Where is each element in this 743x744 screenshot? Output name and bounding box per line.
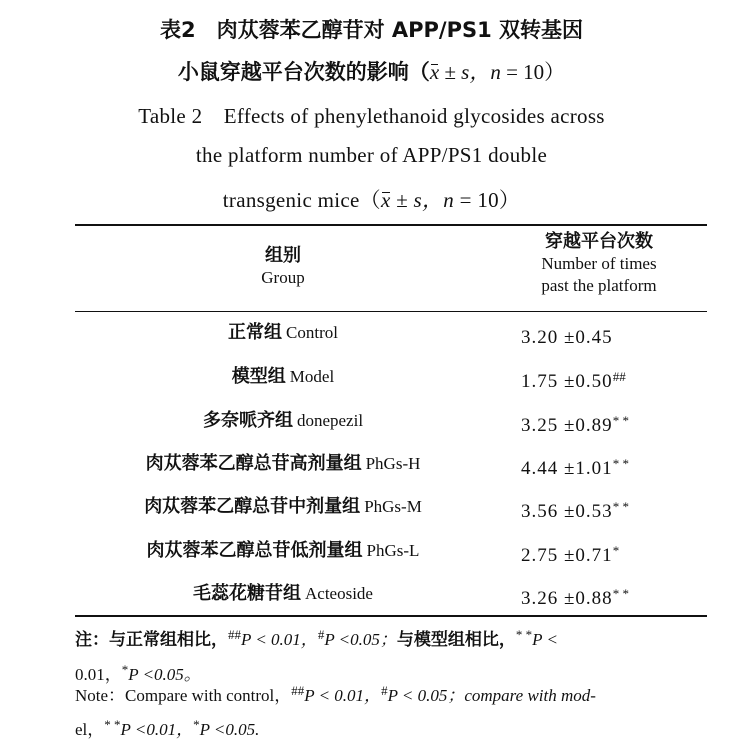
significance-mark: * * — [612, 586, 629, 601]
note-en-line2-lead: el， — [75, 720, 105, 739]
table-top-rule — [75, 224, 707, 226]
table-title-cn-line2 — [0, 56, 743, 86]
header-value-en1: Number of times — [541, 254, 657, 274]
table-title-cn-line1: 表2 肉苁蓉苯乙醇苷对 APP/PS1 双转基因 — [159, 18, 584, 42]
value-cell — [521, 444, 629, 489]
group-cell — [75, 401, 491, 442]
table-row — [75, 313, 707, 353]
title-en-xbar: x — [380, 188, 391, 212]
table-title-en-line2: the platform number of APP/PS1 double — [195, 143, 548, 167]
value: 3.26 ±0.88 — [521, 588, 613, 609]
table-bottom-rule — [75, 615, 707, 617]
title-en-line3-prefix: transgenic mice（ — [222, 188, 381, 212]
header-group — [75, 244, 491, 289]
significance-mark: * * — [612, 456, 629, 471]
note-en-s4: * — [193, 717, 200, 732]
value-cell — [521, 531, 619, 576]
group-zh: 毛蕊花糖苷组 — [193, 583, 301, 604]
group-cell — [75, 444, 491, 485]
value: 1.75 ±0.50 — [521, 371, 613, 392]
group-en: Model — [289, 367, 335, 386]
significance-mark: ## — [612, 369, 626, 384]
value-cell — [521, 574, 629, 619]
note-en — [75, 676, 707, 744]
group-cell — [75, 357, 491, 398]
group-en: PhGs-M — [364, 497, 422, 516]
value: 3.56 ±0.53 — [521, 501, 613, 522]
group-en: donepezil — [296, 411, 364, 430]
note-cn-p1: P < 0.01， — [241, 630, 318, 649]
table-row — [75, 574, 707, 614]
title-cn-xbar: x — [429, 60, 440, 84]
note-en-s2: # — [381, 683, 388, 698]
header-group-en: Group — [261, 268, 305, 288]
group-zh: 肉苁蓉苯乙醇总苷低剂量组 — [146, 540, 363, 561]
title-en-n: n — [443, 188, 455, 212]
group-en: Control — [286, 323, 338, 342]
note-en-line1-lead: Note：Compare with control， — [75, 686, 292, 705]
table-title-en-line3 — [0, 184, 743, 214]
header-group-zh: 组别 — [265, 245, 301, 266]
significance-mark: * * — [612, 413, 629, 428]
significance-mark: * * — [612, 499, 629, 514]
group-zh: 肉苁蓉苯乙醇总苷中剂量组 — [144, 496, 361, 517]
header-value — [491, 230, 707, 298]
group-cell — [75, 574, 491, 615]
group-cell — [75, 313, 491, 354]
group-zh: 肉苁蓉苯乙醇总苷高剂量组 — [145, 453, 362, 474]
group-en: Acteoside — [305, 584, 373, 603]
table-title-en-line1: Table 2 Effects of phenylethanoid glycosides across — [138, 104, 605, 128]
note-cn-mid: 与模型组相比， — [396, 630, 516, 650]
note-cn-s4: * — [121, 662, 129, 677]
note-cn-p4: P <0.05。 — [128, 665, 201, 684]
value-cell — [521, 313, 613, 358]
value: 3.20 ±0.45 — [521, 327, 613, 348]
note-cn-s1: ## — [228, 627, 241, 642]
title-cn-line2-prefix: 小鼠穿越平台次数的影响（ — [177, 60, 430, 84]
group-zh: 正常组 — [228, 322, 283, 343]
note-cn-s2: # — [317, 627, 325, 642]
table-row — [75, 444, 707, 484]
table-header-rule — [75, 311, 707, 312]
note-en-p3: P <0.01， — [120, 720, 194, 739]
note-en-p2: P < 0.05；compare with mod- — [387, 686, 596, 705]
note-cn-lead: 注：与正常组相比， — [75, 630, 228, 650]
title-cn-suffix: = 10） — [500, 60, 566, 84]
table-row — [75, 531, 707, 571]
group-en: PhGs-L — [366, 541, 420, 560]
note-cn-p2: P <0.05； — [324, 630, 397, 649]
note-en-p1: P < 0.01， — [304, 686, 382, 705]
note-cn-line2: 0.01， — [75, 665, 122, 684]
note-en-s1: ## — [291, 683, 305, 698]
group-cell — [75, 487, 491, 528]
table-row — [75, 487, 707, 527]
group-zh: 多奈哌齐组 — [202, 410, 293, 431]
table-row — [75, 357, 707, 397]
group-en: PhGs-H — [365, 454, 421, 473]
value: 4.44 ±1.01 — [521, 458, 613, 479]
value-cell — [521, 401, 629, 446]
value: 3.25 ±0.89 — [521, 415, 613, 436]
value-cell — [521, 487, 629, 532]
header-value-zh: 穿越平台次数 — [545, 231, 653, 252]
header-value-en2: past the platform — [541, 276, 657, 296]
group-zh: 模型组 — [231, 366, 286, 387]
note-cn-p3: P < — [532, 630, 558, 649]
value-cell — [521, 357, 626, 402]
table-row — [75, 401, 707, 441]
title-en-suffix: = 10） — [454, 188, 521, 212]
group-cell — [75, 531, 491, 572]
significance-mark: * — [612, 543, 620, 558]
value: 2.75 ±0.71 — [521, 545, 613, 566]
note-cn-s3: * * — [515, 627, 533, 642]
note-en-s3: * * — [104, 717, 121, 732]
title-en-stats: ± s， — [390, 188, 444, 212]
note-en-p4: P <0.05. — [199, 720, 260, 739]
title-cn-n: n — [490, 60, 501, 84]
title-cn-stats: ± s， — [439, 60, 491, 84]
